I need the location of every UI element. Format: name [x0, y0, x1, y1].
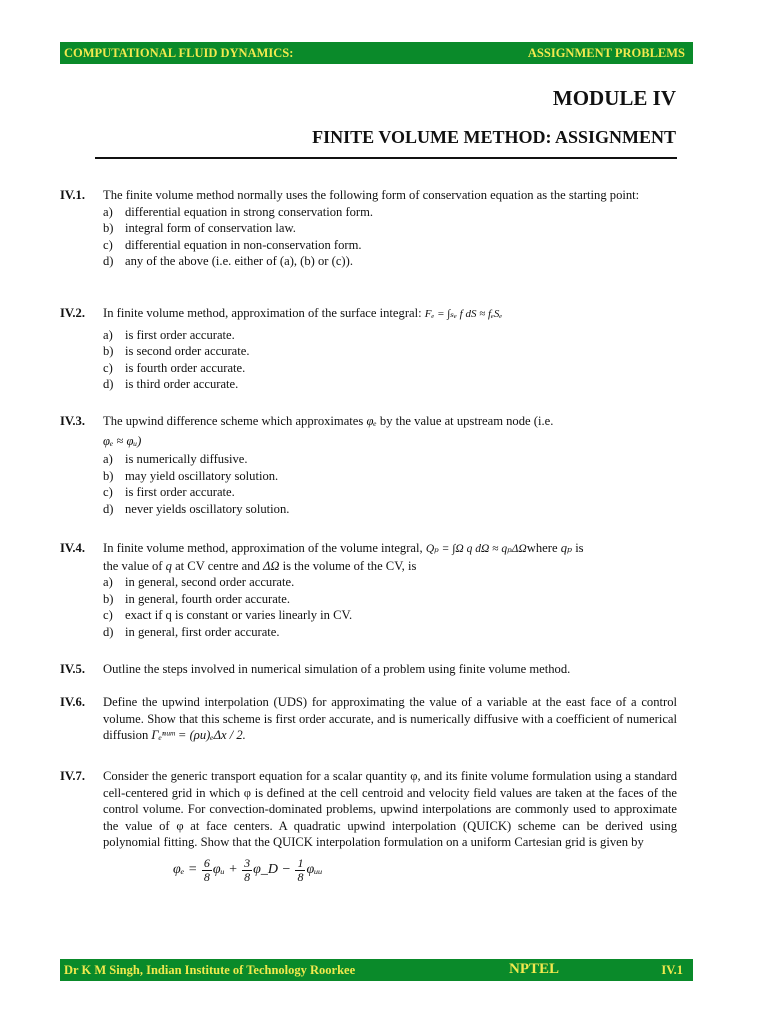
footer-author: Dr K M Singh, Indian Institute of Technology Roorkee — [64, 963, 356, 977]
header-section-title: ASSIGNMENT PROBLEMS — [527, 45, 685, 60]
question-iv-6 — [60, 694, 677, 744]
stem-is: is — [575, 541, 584, 555]
header-bar — [60, 42, 693, 64]
q-p-symbol: qₚ — [560, 541, 573, 555]
upwind-approx-formula: φₑ ≈ φᵤ) — [103, 433, 142, 448]
stem-line2-c: is the volume of the CV, is — [282, 558, 417, 573]
option-d: d) is third order accurate. — [103, 377, 239, 392]
question-number: IV.3. — [60, 414, 85, 428]
question-iv-5 — [60, 661, 677, 678]
question-iv-3 — [60, 413, 677, 518]
phi-e-symbol: φₑ — [366, 414, 377, 428]
option-d: d) in general, first order accurate. — [103, 624, 280, 639]
option-d: d) never yields oscillatory solution. — [103, 501, 290, 516]
option-a: a) is first order accurate. — [103, 327, 235, 342]
footer-bar — [60, 959, 693, 981]
fraction-6-8: $\frac{6}{8}$ — [203, 855, 210, 884]
question-stem: In finite volume method, approximation of the surface integral: — [103, 306, 422, 320]
question-stem: Consider the generic transport equation for a scalar quantity φ, and its finite volume formulation using a standard cell-centered grid in which φ is defined at the cell centroid and velocity field values are taken at the faces of the control volume. For convection-dominated problems, upwind interpolations are commonly used to approximate the value of φ at face centers. A quadratic upwind interpolation (QUICK) scheme can be derived using polynomial fitting. Show that the QUICK interpolation formulation on a uniform Cartesian grid is given by — [103, 769, 677, 850]
header-course-title: COMPUTATIONAL FLUID DYNAMICS: — [64, 45, 294, 60]
footer-page-number: IV.1 — [661, 963, 683, 977]
stem-where: where — [526, 541, 558, 555]
question-number: IV.2. — [60, 306, 85, 320]
question-stem: Outline the steps involved in numerical simulation of a problem using finite volume method. — [103, 662, 571, 676]
footer-nptel: NPTEL — [509, 961, 560, 977]
question-stem: In finite volume method, approximation of the volume integral, — [103, 541, 423, 555]
stem-line2-a: the value of — [103, 558, 163, 573]
option-d: d) any of the above (i.e. either of (a), (b) or (c)). — [103, 254, 353, 269]
option-b: b) is second order accurate. — [103, 344, 250, 359]
volume-integral-formula: Qₚ = ∫Ω q dΩ ≈ qₚΔΩ — [425, 543, 527, 555]
fraction-3-8: $\frac{3}{8}$ — [244, 855, 251, 884]
question-number: IV.6. — [60, 695, 85, 709]
surface-integral-formula: Fₑ = ∫ₛₑ f dS ≈ fₑSₑ — [424, 308, 503, 320]
stem-line2-b: at CV centre and — [175, 558, 260, 573]
option-a: a) in general, second order accurate. — [103, 575, 295, 590]
title-divider — [95, 157, 677, 159]
question-number: IV.4. — [60, 541, 85, 555]
option-b: b) integral form of conservation law. — [103, 221, 296, 236]
module-title: MODULE IV — [552, 86, 676, 110]
question-stem: The finite volume method normally uses the following form of conservation equation as the starting point: — [103, 188, 640, 202]
question-iv-1 — [60, 187, 677, 270]
q-symbol: q — [165, 558, 172, 573]
question-number: IV.1. — [60, 188, 85, 202]
numerical-diffusion-formula: Γₑⁿᵘᵐ = (ρu)ₑΔx / 2. — [151, 728, 246, 743]
question-number: IV.5. — [60, 662, 85, 676]
question-stem: Define the upwind interpolation (UDS) for approximating the value of a variable at the east face of a control volume. Show that this scheme is first order accurate, and is numerically diffusive with a coefficient of numerical diffusion — [103, 695, 677, 743]
question-stem: The upwind difference scheme which approximates — [103, 414, 364, 428]
question-iv-7 — [60, 768, 677, 884]
fraction-1-8: $\frac{1}{8}$ — [297, 855, 304, 884]
delta-omega-symbol: ΔΩ — [262, 558, 280, 573]
option-b: b) in general, fourth order accurate. — [103, 591, 291, 606]
option-c: c) is fourth order accurate. — [103, 360, 246, 375]
question-number: IV.7. — [60, 769, 85, 783]
option-b: b) may yield oscillatory solution. — [103, 468, 279, 483]
option-a: a) is numerically diffusive. — [103, 452, 248, 467]
option-a: a) differential equation in strong conservation form. — [103, 204, 374, 219]
option-c: c) differential equation in non-conservation form. — [103, 237, 362, 252]
option-c: c) exact if q is constant or varies linearly in CV. — [103, 608, 353, 623]
page-subtitle: FINITE VOLUME METHOD: ASSIGNMENT — [312, 127, 676, 147]
quick-equation: φₑ = $\frac{6}{8}$ φᵤ + $\frac{3}{8}$ φ_D − $\frac{1}{8}$ φᵤᵤ — [173, 855, 323, 884]
question-stem-tail: by the value at upstream node (i.e. — [379, 414, 554, 428]
option-c: c) is first order accurate. — [103, 485, 235, 500]
question-iv-2 — [60, 305, 677, 393]
question-iv-4 — [60, 540, 677, 641]
